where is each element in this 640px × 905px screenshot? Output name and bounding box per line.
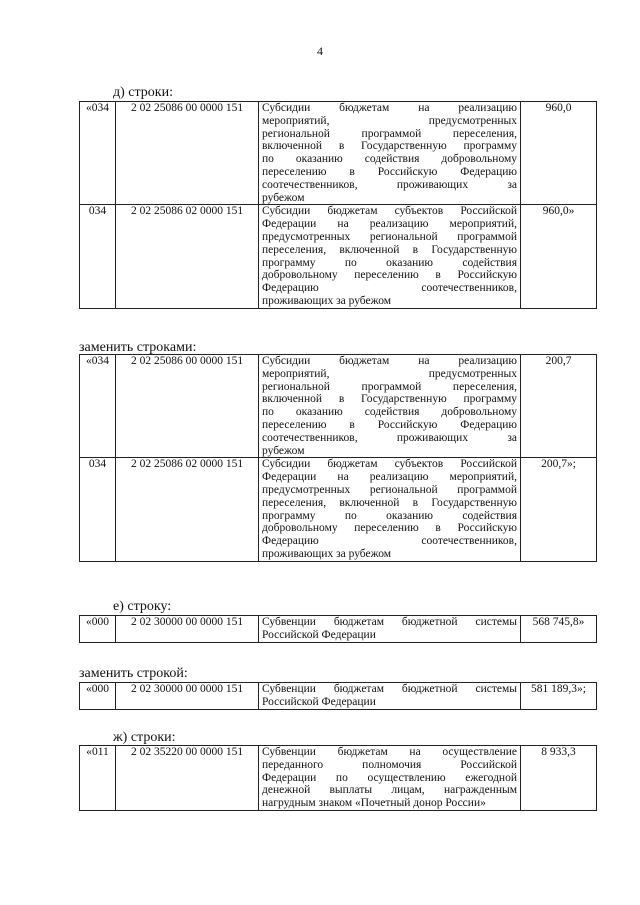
description-line: Федерации по осуществлению ежегодной <box>262 771 517 784</box>
description-line: программу по оказанию содействия <box>262 509 517 522</box>
amount-cell: 581 189,3»; <box>521 683 597 710</box>
admin-code-cell: 034 <box>80 458 116 561</box>
amount-cell: 8 933,3 <box>521 746 597 811</box>
description-line: Федерацию соотечественников, <box>262 535 517 548</box>
description-line: переселения, включенной в Государственную <box>262 496 517 509</box>
description-line: включенной в Государственную программу <box>262 393 517 406</box>
amount-cell: 960,0 <box>521 102 597 205</box>
description-cell <box>259 683 521 710</box>
description-line: переселения, включенной в Государственную <box>262 243 517 256</box>
budget-code-cell: 2 02 35220 00 0000 151 <box>116 746 259 811</box>
description-cell <box>259 205 521 308</box>
table-row <box>80 102 597 205</box>
amount-cell: 200,7»; <box>521 458 597 561</box>
description-line: денежной выплаты лицам, награжденным <box>262 784 517 797</box>
description-line: предусмотренных региональной программой <box>262 483 517 496</box>
budget-code-cell: 2 02 25086 02 0000 151 <box>116 205 259 308</box>
description-cell <box>259 616 521 643</box>
budget-code-cell: 2 02 30000 00 0000 151 <box>116 683 259 710</box>
admin-code-cell: «034 <box>80 355 116 458</box>
description-cell <box>259 102 521 205</box>
amendment-table <box>79 682 597 710</box>
description-line: переселению в Российскую Федерацию <box>262 165 517 178</box>
description-cell <box>259 458 521 561</box>
description-line: рубежом <box>262 191 305 204</box>
page-number: 4 <box>317 44 323 58</box>
description-line: Федерацию соотечественников, <box>262 282 517 295</box>
admin-code-cell: 034 <box>80 205 116 308</box>
description-line: соотечественников, проживающих за <box>262 431 517 444</box>
description-line: добровольному переселению в Российскую <box>262 522 517 535</box>
section-label: заменить строкой: <box>79 666 188 681</box>
description-line: мероприятий, предусмотренных <box>262 114 517 127</box>
description-line: Субсидии бюджетам на реализацию <box>262 355 517 367</box>
description-line: программу по оказанию содействия <box>262 256 517 269</box>
section-label: ж) строки: <box>113 730 176 745</box>
amendment-table <box>79 101 597 309</box>
table-row <box>80 205 597 308</box>
section-label: е) строку: <box>113 599 172 614</box>
section-label: д) строки: <box>113 85 173 100</box>
amendment-table <box>79 354 597 562</box>
description-line: Субвенции бюджетам бюджетной системы <box>262 683 517 695</box>
description-line: по оказанию содействия добровольному <box>262 406 517 419</box>
description-cell <box>259 746 521 811</box>
amendment-table <box>79 615 597 643</box>
description-line: мероприятий, предусмотренных <box>262 367 517 380</box>
description-line: Российской Федерации <box>262 628 376 641</box>
description-line: соотечественников, проживающих за <box>262 178 517 191</box>
description-line: Субвенции бюджетам бюджетной системы <box>262 616 517 628</box>
section-label: заменить строками: <box>79 340 197 355</box>
table-row <box>80 746 597 811</box>
description-line: рубежом <box>262 444 305 457</box>
description-line: переданного полномочия Российской <box>262 758 517 771</box>
budget-code-cell: 2 02 30000 00 0000 151 <box>116 616 259 643</box>
description-line: включенной в Государственную программу <box>262 140 517 153</box>
amount-cell: 960,0» <box>521 205 597 308</box>
description-line: проживающих за рубежом <box>262 294 392 307</box>
description-line: Субсидии бюджетам субъектов Российской <box>262 458 517 471</box>
description-line: Субвенции бюджетам на осуществление <box>262 746 517 758</box>
description-line: предусмотренных региональной программой <box>262 230 517 243</box>
description-line: переселению в Российскую Федерацию <box>262 418 517 431</box>
table-row <box>80 616 597 643</box>
description-line: Федерации на реализацию мероприятий, <box>262 471 517 484</box>
description-cell <box>259 355 521 458</box>
description-line: добровольному переселению в Российскую <box>262 269 517 282</box>
amount-cell: 200,7 <box>521 355 597 458</box>
description-line: Субсидии бюджетам субъектов Российской <box>262 205 517 218</box>
budget-code-cell: 2 02 25086 00 0000 151 <box>116 102 259 205</box>
table-row <box>80 683 597 710</box>
budget-code-cell: 2 02 25086 00 0000 151 <box>116 355 259 458</box>
description-line: проживающих за рубежом <box>262 547 392 560</box>
description-line: Федерации на реализацию мероприятий, <box>262 218 517 231</box>
admin-code-cell: «000 <box>80 616 116 643</box>
description-line: нагрудным знаком «Почетный донор России» <box>262 797 486 810</box>
admin-code-cell: «034 <box>80 102 116 205</box>
description-line: Российской Федерации <box>262 695 376 708</box>
amendment-table <box>79 745 597 811</box>
table-row <box>80 458 597 561</box>
description-line: по оказанию содействия добровольному <box>262 153 517 166</box>
budget-code-cell: 2 02 25086 02 0000 151 <box>116 458 259 561</box>
admin-code-cell: «000 <box>80 683 116 710</box>
admin-code-cell: «011 <box>80 746 116 811</box>
table-row <box>80 355 597 458</box>
description-line: Субсидии бюджетам на реализацию <box>262 102 517 114</box>
amount-cell: 568 745,8» <box>521 616 597 643</box>
description-line: региональной программой переселения, <box>262 380 517 393</box>
description-line: региональной программой переселения, <box>262 127 517 140</box>
